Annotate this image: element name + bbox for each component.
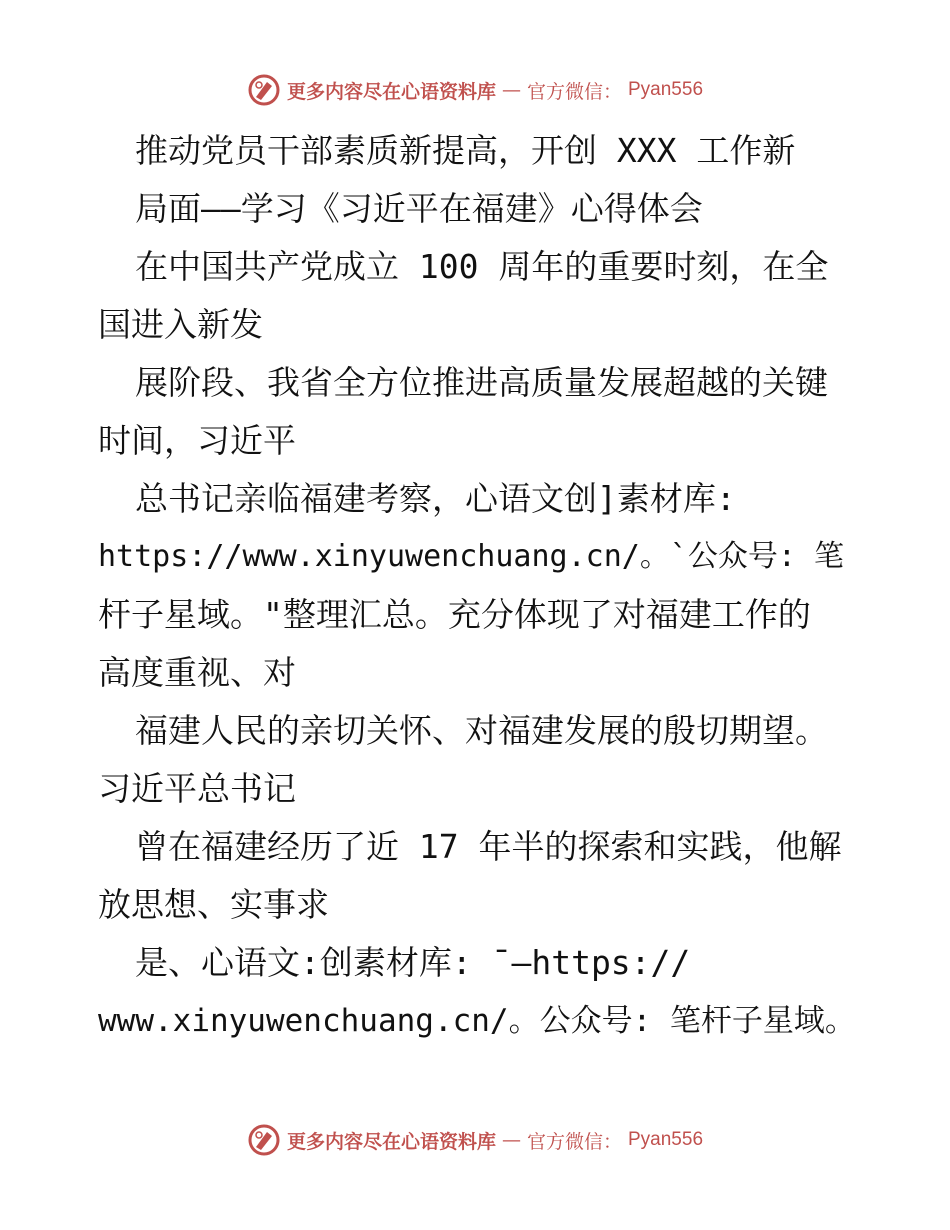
- header-banner-separator: —: [501, 79, 521, 101]
- header-wechat-label: 官方微信：: [526, 80, 622, 103]
- header-wechat-id: Pyan556: [628, 79, 704, 100]
- footer-banner: [0, 1120, 950, 1160]
- brand-logo-icon: [247, 1123, 281, 1157]
- document-line: 习近平总书记: [98, 769, 296, 808]
- document-line: 展阶段、我省全方位推进高质量发展超越的关键: [135, 363, 828, 402]
- document-line: 推动党员干部素质新提高，开创 XXX 工作新: [135, 131, 796, 170]
- header-banner: [0, 70, 950, 110]
- document-line: 福建人民的亲切关怀、对福建发展的殷切期望。: [135, 711, 828, 750]
- document-line: 放思想、实事求: [98, 885, 329, 924]
- document-line: 时间，习近平: [98, 421, 296, 460]
- document-line: 杆子星域。"整理汇总。充分体现了对福建工作的: [98, 595, 811, 634]
- document-line: 国进入新发: [98, 305, 263, 344]
- brand-logo-icon: [247, 73, 281, 107]
- header-banner-text: 更多内容尽在心语资料库: [286, 80, 496, 103]
- document-line: https://www.xinyuwenchuang.cn/。`公众号: 笔: [98, 539, 845, 574]
- document-line: 高度重视、对: [98, 653, 296, 692]
- document-body: [98, 122, 858, 1050]
- footer-banner-text: 更多内容尽在心语资料库: [286, 1130, 496, 1153]
- document-line: 是、心语文:创素材库: ¯—https://: [135, 943, 691, 982]
- footer-banner-separator: —: [501, 1129, 521, 1151]
- document-line: 局面——学习《习近平在福建》心得体会: [135, 189, 703, 228]
- footer-wechat-label: 官方微信：: [526, 1130, 622, 1153]
- document-line: 在中国共产党成立 100 周年的重要时刻，在全: [135, 247, 829, 286]
- document-line: 总书记亲临福建考察，心语文创]素材库:: [135, 479, 736, 518]
- footer-wechat-id: Pyan556: [628, 1129, 704, 1150]
- document-line: 曾在福建经历了近 17 年半的探索和实践，他解: [135, 827, 842, 866]
- document-line: www.xinyuwenchuang.cn/。公众号: 笔杆子星域。: [98, 1003, 856, 1039]
